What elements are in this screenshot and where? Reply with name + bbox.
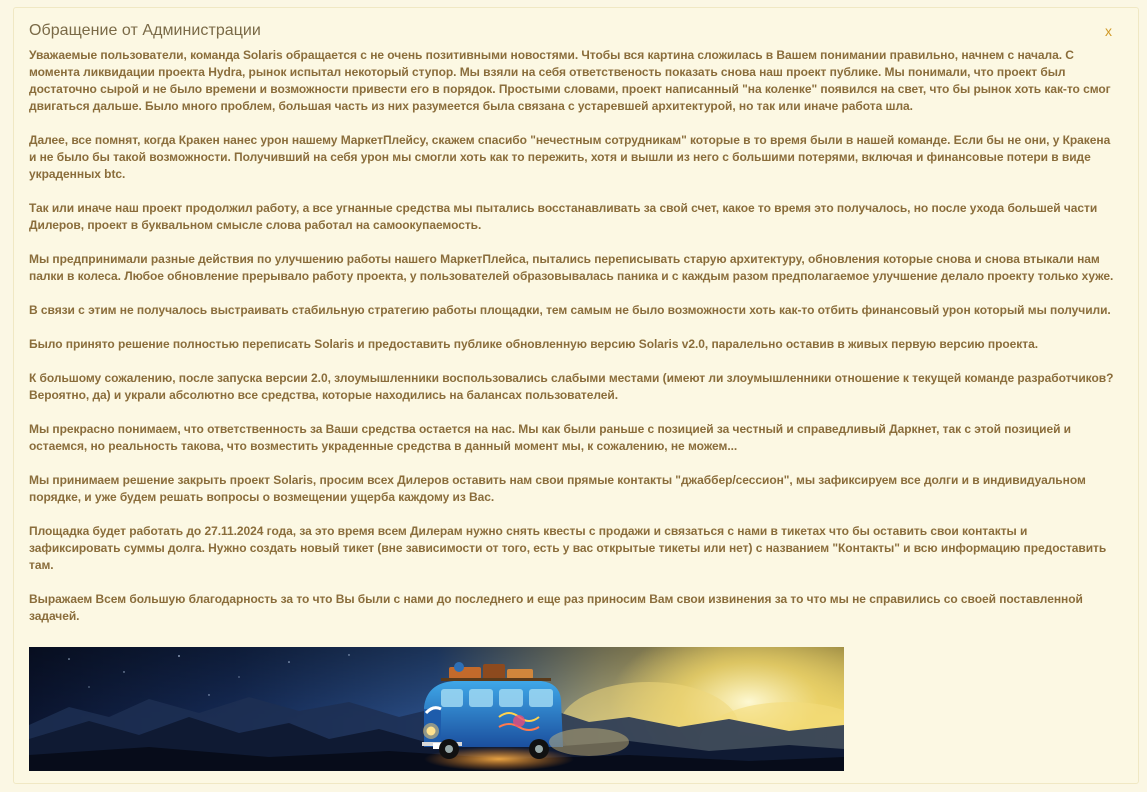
notice-paragraph: Мы предпринимали разные действия по улучшению работы нашего МаркетПлейса, пытались переписывать старую архитектуру, обновления которые снова и снова втыкали нам палки в колеса. Любое обновление прерывало работу проекта, у пользователей образовывалась паника и с каждым разом предполагаемое улучшение делало проекту только хуже. (29, 252, 1114, 283)
notice-paragraph: Далее, все помнят, когда Кракен нанес урон нашему МаркетПлейсу, скажем спасибо "нечестным сотрудникам" которые в то время были в нашей команде. Если бы не они, у Кракена и не было бы такой возможности. Получивший на себя урон мы смогли хоть как то пережить, хотя и вышли из него с большими потерями, включая и финансовые потери в виде украденных btc. (29, 133, 1111, 181)
banner-image-van (29, 647, 844, 771)
close-button[interactable]: x (1105, 23, 1112, 39)
notice-paragraph: Мы принимаем решение закрыть проект Solaris, просим всех Дилеров оставить нам свои прямые контакты "джаббер/сессион", мы зафиксируем все долги и в индивидуальном порядке, и уже будем решать вопросы о возмещении ущерба каждому из Вас. (29, 473, 1086, 504)
notice-paragraph: Было принято решение полностью переписать Solaris и предоставить публике обновленную версию Solaris v2.0, паралельно оставив в живых первую версию проекта. (29, 337, 1038, 351)
notice-paragraph: Площадка будет работать до 27.11.2024 года, за это время всем Дилерам нужно снять квесты с продажи и связаться с нами в тикетах что бы оставить свои контакты и зафиксировать суммы долга. Нужно создать новый тикет (вне зависимости от того, есть у вас открытые тикеты или нет) с названием "Контакты" и всю информацию предоставить там. (29, 524, 1107, 572)
notice-paragraph: В связи с этим не получалось выстраивать стабильную стратегию работы площадки, тем самым не было возможности хоть как-то отбить финансовый урон который мы получили. (29, 303, 1111, 317)
notice-paragraph: Выражаем Всем большую благодарность за то что Вы были с нами до последнего и еще раз приносим Вам свои извинения за то что мы не справились со своей поставленной задачей. (29, 592, 1083, 623)
notice-paragraph: Уважаемые пользователи, команда Solaris обращается с не очень позитивными новостями. Чтобы вся картина сложилась в Вашем понимании правильно, начнем с начала. С момента ликвидации проекта Hydra, рынок испытал некоторый ступор. Мы взяли на себя ответственость показать снова наш проект публике. Мы понимали, что проект был достаточно сырой и не было времени и возможности привести его в порядок. Простыми словами, проект написанный "на коленке" появился на свет, что бы рынок хоть как-то смог двигаться дальше. Было много проблем, большая часть из них разумеется была связана с устаревшей архитектурой, но так или иначе работа шла. (29, 48, 1111, 113)
banner-illustration (29, 647, 844, 771)
notice-paragraph: К большому сожалению, после запуска версии 2.0, злоумышленники воспользовались слабыми местами (имеют ли злоумышленники отношение к текущей команде разработчиков? Вероятно, да) и украли абсолютно все средства, которые находились на балансах пользователей. (29, 371, 1114, 402)
notice-paragraph: Так или иначе наш проект продолжил работу, а все угнанные средства мы пытались восстанавливать за свой счет, какое то время это получалось, но после ухода большей части Дилеров, проект в буквальном смысле слова работал на самоокупаемость. (29, 201, 1098, 232)
admin-notice-panel (13, 7, 1139, 784)
notice-body (29, 47, 1125, 642)
notice-header (29, 21, 1120, 43)
notice-title: Обращение от Администрации (29, 22, 261, 39)
notice-paragraph: Мы прекрасно понимаем, что ответственность за Ваши средства остается на нас. Мы как были раньше с позицией за честный и справедливый Даркнет, так с этой позицией и остаемся, но реальность такова, что возместить украденные средства в данный момент мы, к сожалению, не можем... (29, 422, 1072, 453)
